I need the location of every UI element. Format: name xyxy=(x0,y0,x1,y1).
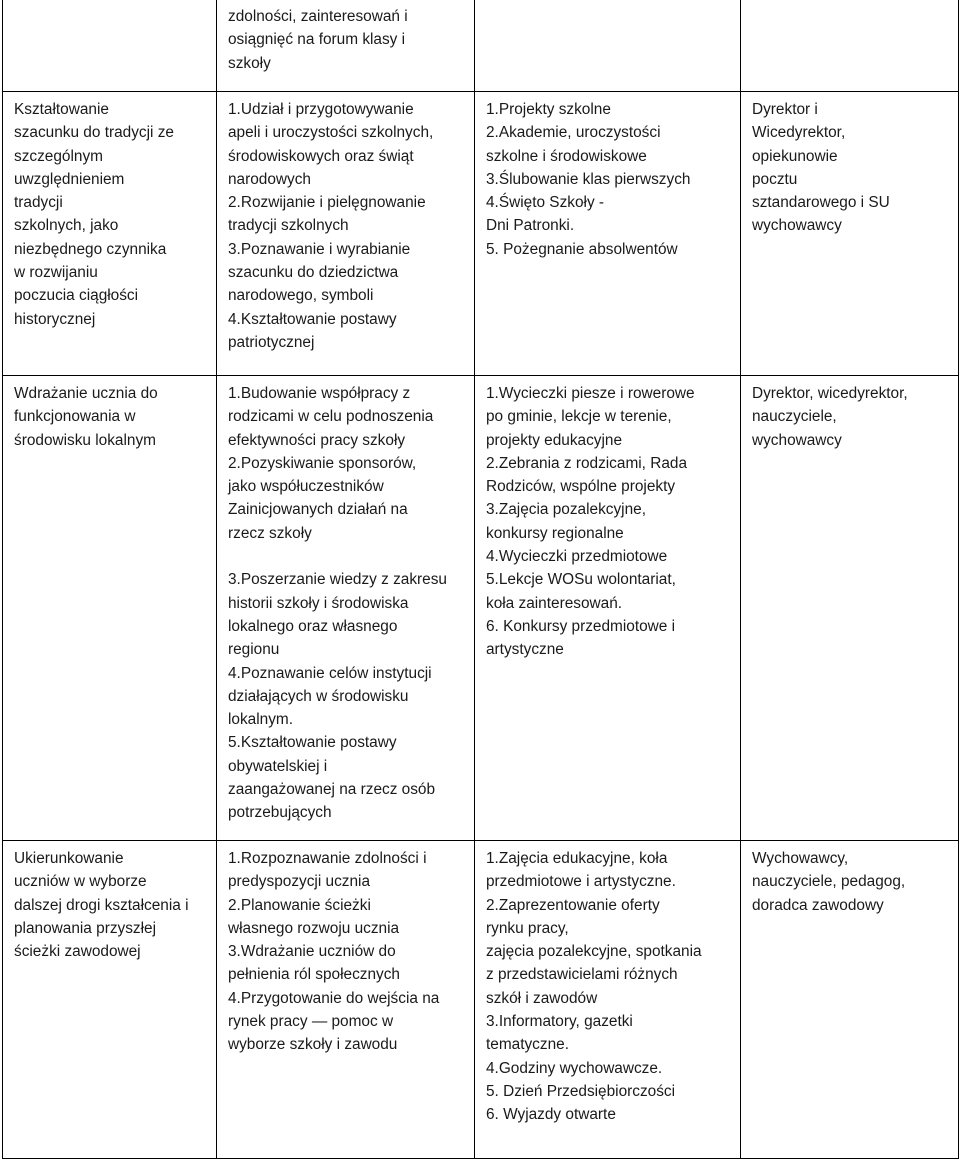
goal-cell xyxy=(3,0,217,92)
table-row xyxy=(3,92,959,376)
goal-cell: Ukierunkowanie uczniów w wyborze dalszej drogi kształcenia i planowania przyszłej ścieżki zawodowej xyxy=(3,841,217,1159)
goal-cell: Wdrażanie ucznia do funkcjonowania w środowisku lokalnym xyxy=(3,376,217,841)
table-row xyxy=(3,0,959,92)
plan-table xyxy=(2,0,959,1159)
responsible-cell: Dyrektor i Wicedyrektor, opiekunowie pocztu sztandarowego i SU wychowawcy xyxy=(741,92,959,376)
tasks-cell: 1.Udział i przygotowywanie apeli i uroczystości szkolnych, środowiskowych oraz świąt narodowych 2.Rozwijanie i pielęgnowanie tradycji szkolnych 3.Poznawanie i wyrabianie szacunku do dziedzictwa narodowego, symboli 4.Kształtowanie postawy patriotycznej xyxy=(217,92,475,376)
responsible-cell: Wychowawcy, nauczyciele, pedagog, doradca zawodowy xyxy=(741,841,959,1159)
tasks-cell: zdolności, zainteresowań i osiągnięć na forum klasy i szkoły xyxy=(217,0,475,92)
forms-cell: 1.Projekty szkolne 2.Akademie, uroczystości szkolne i środowiskowe 3.Ślubowanie klas pierwszych 4.Święto Szkoły - Dni Patronki. 5. Pożegnanie absolwentów xyxy=(475,92,741,376)
forms-cell xyxy=(475,0,741,92)
responsible-cell xyxy=(741,0,959,92)
forms-cell: 1.Wycieczki piesze i rowerowe po gminie, lekcje w terenie, projekty edukacyjne 2.Zebrania z rodzicami, Rada Rodziców, wspólne projekty 3.Zajęcia pozalekcyjne, konkursy regionalne 4.Wycieczki przedmiotowe 5.Lekcje WOSu wolontariat, koła zainteresowań. 6. Konkursy przedmiotowe i artystyczne xyxy=(475,376,741,841)
table-row xyxy=(3,376,959,841)
forms-cell: 1.Zajęcia edukacyjne, koła przedmiotowe i artystyczne. 2.Zaprezentowanie oferty rynku pracy, zajęcia pozalekcyjne, spotkania z przedstawicielami różnych szkół i zawodów 3.Informatory, gazetki tematyczne. 4.Godziny wychowawcze. 5. Dzień Przedsiębiorczości 6. Wyjazdy otwarte xyxy=(475,841,741,1159)
goal-cell: Kształtowanie szacunku do tradycji ze szczególnym uwzględnieniem tradycji szkolnych, jako niezbędnego czynnika w rozwijaniu poczucia ciągłości historycznej xyxy=(3,92,217,376)
responsible-cell: Dyrektor, wicedyrektor, nauczyciele, wychowawcy xyxy=(741,376,959,841)
tasks-cell: 1.Budowanie współpracy z rodzicami w celu podnoszenia efektywności pracy szkoły 2.Pozyskiwanie sponsorów, jako współuczestników Zainicjowanych działań na rzecz szkoły 3.Poszerzanie wiedzy z zakresu historii szkoły i środowiska lokalnego oraz własnego regionu 4.Poznawanie celów instytucji działających w środowisku lokalnym. 5.Kształtowanie postawy obywatelskiej i zaangażowanej na rzecz osób potrzebujących xyxy=(217,376,475,841)
tasks-cell: 1.Rozpoznawanie zdolności i predyspozycji ucznia 2.Planowanie ścieżki własnego rozwoju ucznia 3.Wdrażanie uczniów do pełnienia ról społecznych 4.Przygotowanie do wejścia na rynek pracy — pomoc w wyborze szkoły i zawodu xyxy=(217,841,475,1159)
table-row xyxy=(3,841,959,1159)
